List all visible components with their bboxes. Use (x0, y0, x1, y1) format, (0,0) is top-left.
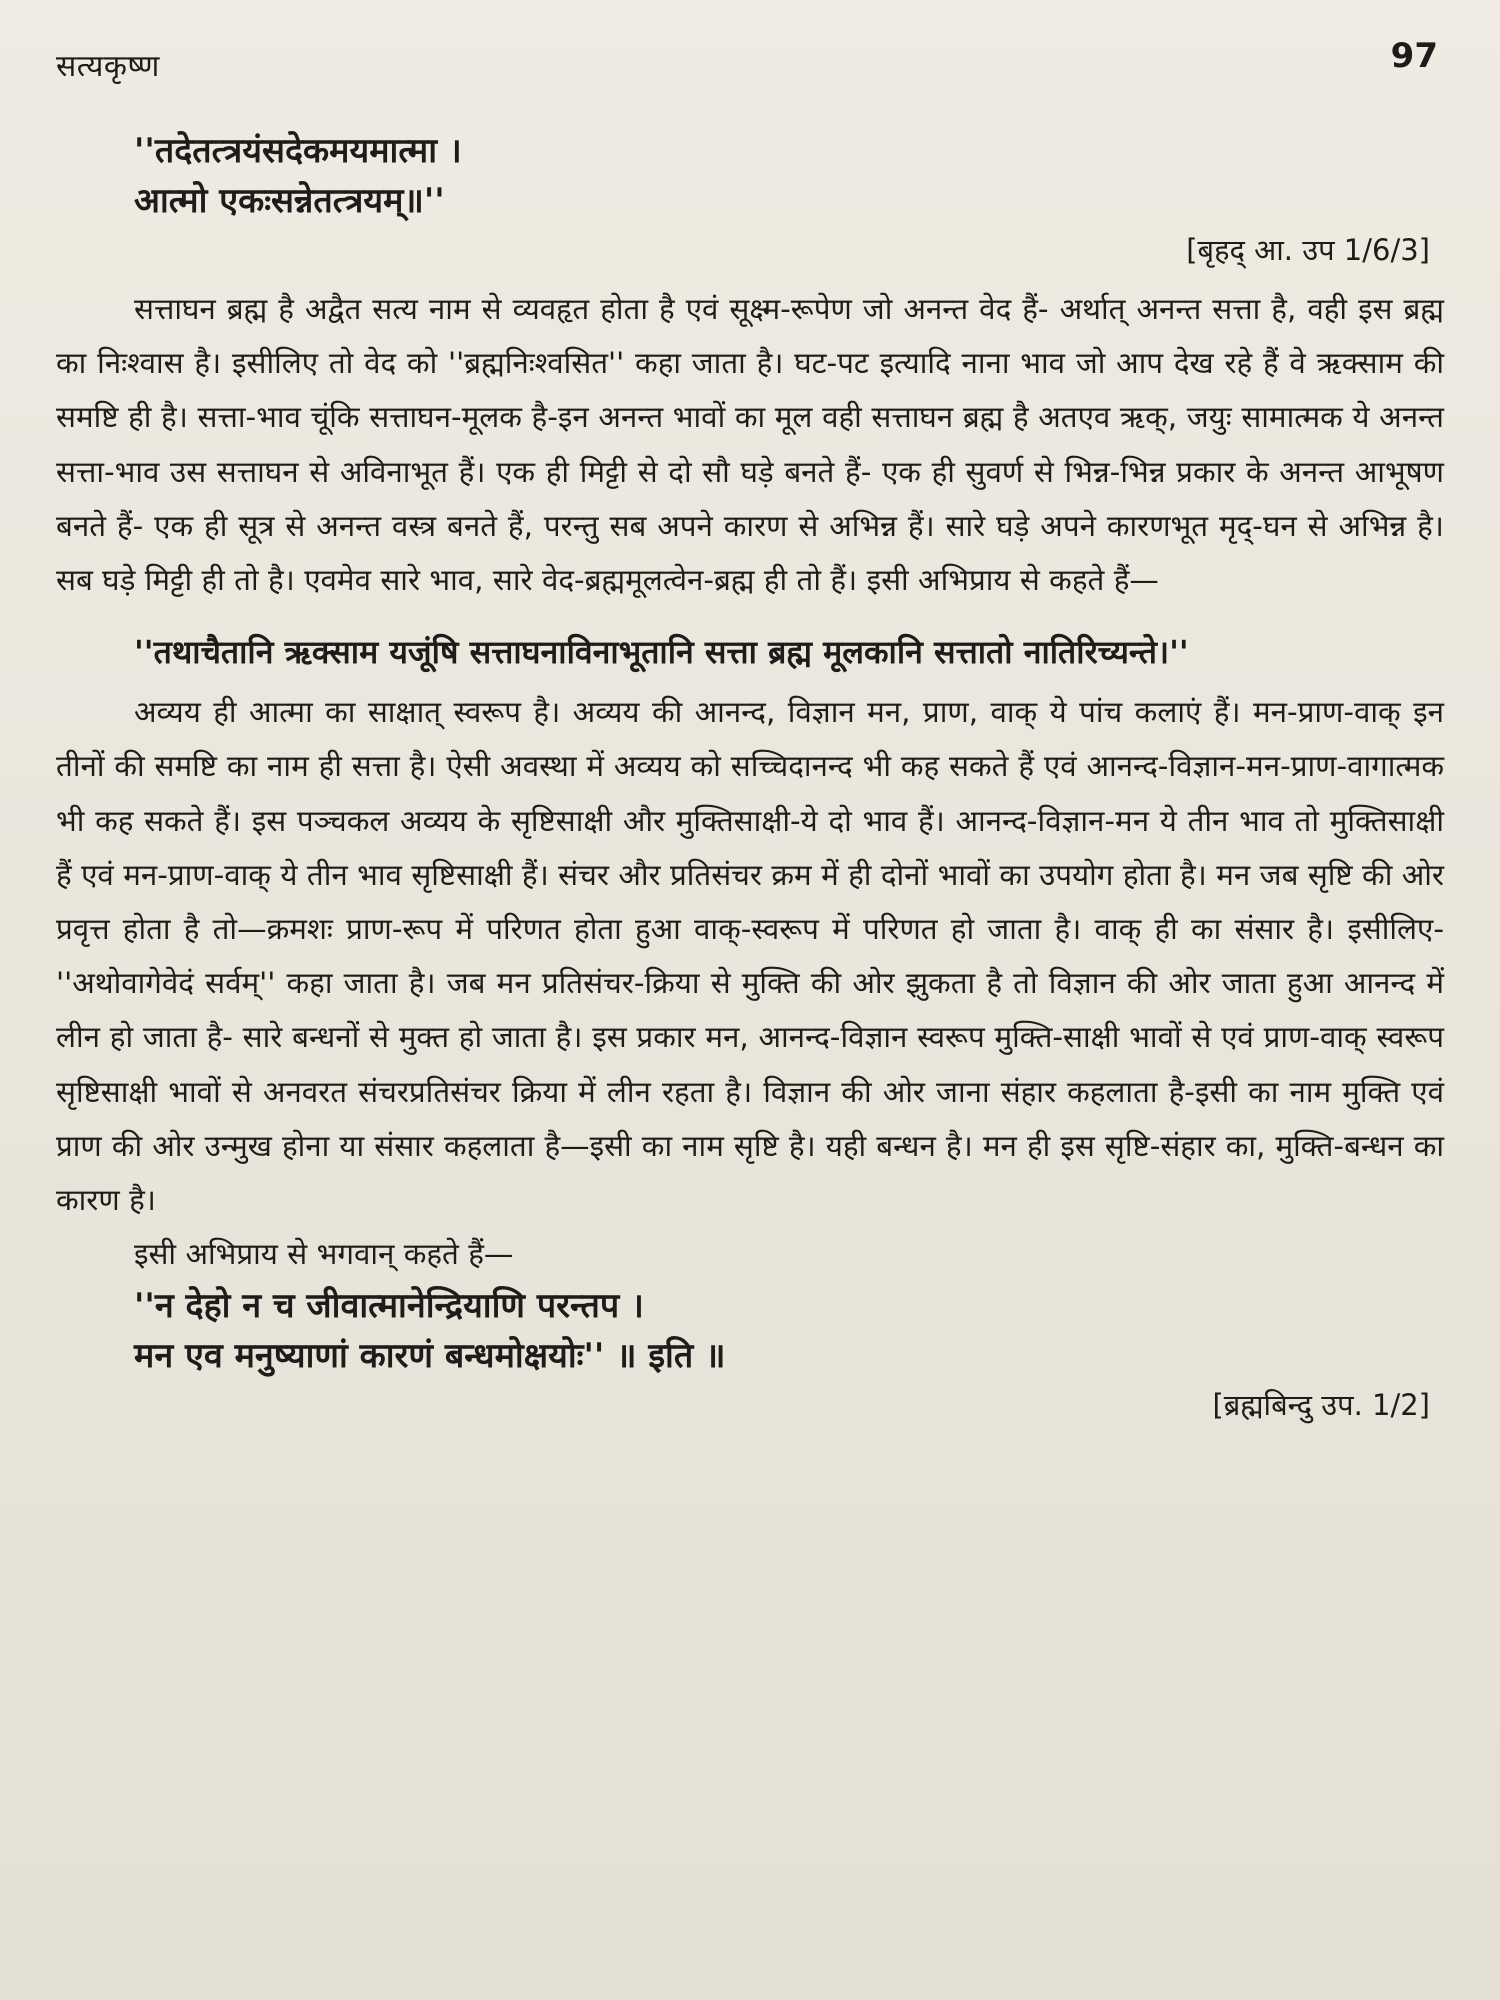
verse-1-line-2: आत्मो एकःसन्नेतत्त्रयम्॥'' (134, 181, 445, 221)
verse-1-citation: [बृहद् आ. उप 1/6/3] (1186, 233, 1430, 267)
paragraph-2: अव्यय ही आत्मा का साक्षात् स्वरूप है। अव्यय की आनन्द, विज्ञान मन, प्राण, वाक् ये पांच कलाएं हैं। मन-प्राण-वाक् इन तीनों की समष्टि का नाम ही सत्ता है। ऐसी अवस्था में अव्यय को सच्चिदानन्द भी कह सकते हैं एवं आनन्द-विज्ञान-मन-प्राण-वागात्मक भी कह सकते हैं। इस पञ्चकल अव्यय के सृष्टिसाक्षी और मुक्तिसाक्षी-ये दो भाव हैं। आनन्द-विज्ञान-मन ये तीन भाव तो मुक्तिसाक्षी हैं एवं मन-प्राण-वाक् ये तीन भाव सृष्टिसाक्षी हैं। संचर और प्रतिसंचर क्रम में ही दोनों भावों का उपयोग होता है। मन जब सृष्टि की ओर प्रवृत्त होता है तो—क्रमशः प्राण-रूप में परिणत होता हुआ वाक्-स्वरूप में परिणत हो जाता है। वाक् ही का संसार है। इसीलिए- ''अथोवागेवेदं सर्वम्'' कहा जाता है। जब मन प्रतिसंचर-क्रिया से मुक्ति की ओर झुकता है तो विज्ञान की ओर जाता हुआ आनन्द में लीन हो जाता है- सारे बन्धनों से मुक्त हो जाता है। इस प्रकार मन, आनन्द-विज्ञान स्वरूप मुक्ति-साक्षी भावों से एवं प्राण-वाक् स्वरूप सृष्टिसाक्षी भावों से अनवरत संचरप्रतिसंचर क्रिया में लीन रहता है। विज्ञान की ओर जाना संहार कहलाता है-इसी का नाम मुक्ति एवं प्राण की ओर उन्मुख होना या संसार कहलाता है—इसी का नाम सृष्टि है। यही बन्धन है। मन ही इस सृष्टि-संहार का, मुक्ति-बन्धन का कारण है। (56, 695, 1444, 1218)
running-head: सत्यकृष्ण (56, 49, 160, 84)
paragraph-1: सत्ताघन ब्रह्म है अद्वैत सत्य नाम से व्यवहृत होता है एवं सूक्ष्म-रूपेण जो अनन्त वेद हैं- अर्थात् अनन्त सत्ता है, वही इस ब्रह्म का निःश्वास है। इसीलिए तो वेद को ''ब्रह्मनिःश्वसित'' कहा जाता है। घट-पट इत्यादि नाना भाव जो आप देख रहे हैं वे ऋक्साम की समष्टि ही है। सत्ता-भाव चूंकि सत्ताघन-मूलक है-इन अनन्त भावों का मूल वही सत्ताघन ब्रह्म है अतएव ऋक्, जयुः सामात्मक ये अनन्त सत्ता-भाव उस सत्ताघन से अविनाभूत हैं। एक ही मिट्टी से दो सौ घड़े बनते हैं- एक ही सुवर्ण से भिन्न-भिन्न प्रकार के अनन्त आभूषण बनते हैं- एक ही सूत्र से अनन्त वस्त्र बनते हैं, परन्तु सब अपने कारण से अभिन्न हैं। सारे घड़े अपने कारणभूत मृद्-घन से अभिन्न है। सब घड़े मिट्टी ही तो है। एवमेव सारे भाव, सारे वेद-ब्रह्ममूलत्वेन-ब्रह्म ही तो हैं। इसी अभिप्राय से कहते हैं— (56, 292, 1444, 598)
verse-3-citation: [ब्रह्मबिन्दु उप. 1/2] (1212, 1388, 1430, 1423)
verse-1-line-1: ''तदेतत्त्रयंसदेकमयमात्मा । (134, 131, 462, 171)
page-number: 97 (1390, 36, 1438, 76)
verse-3-line-1: ''न देहो न च जीवात्मानेन्द्रियाणि परन्तप । (134, 1286, 644, 1327)
verse-2: ''तथाचैतानि ऋक्साम यजूंषि सत्ताघनाविनाभूतानि सत्ता ब्रह्म मूलकानि सत्तातो नातिरिच्यन्ते।'' (134, 633, 1189, 672)
page-header (56, 36, 1444, 100)
verse-3-intro: इसी अभिप्राय से भगवान् कहते हैं— (134, 1237, 514, 1272)
verse-3-line-2: मन एव मनुष्याणां कारणं बन्धमोक्षयोः'' ॥ इति ॥ (134, 1336, 726, 1377)
